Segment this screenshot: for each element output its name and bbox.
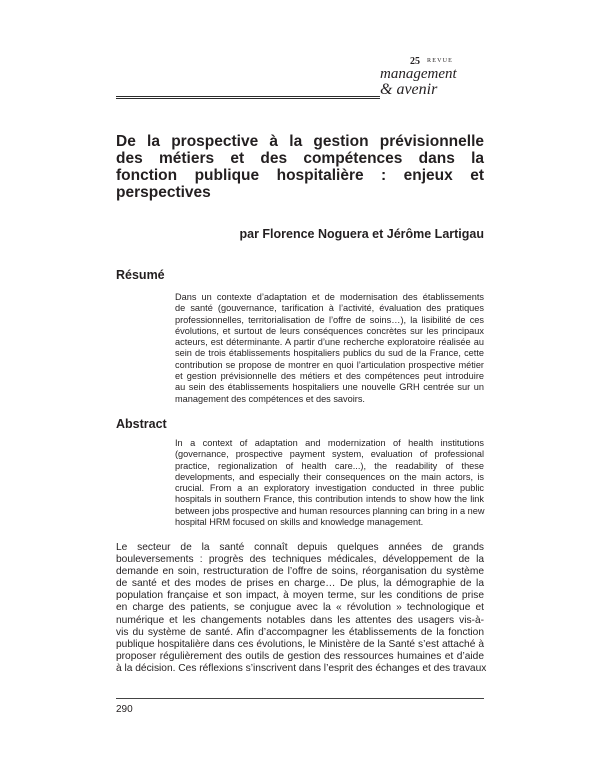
body-line: de santé et des modes de prises en charge… De plus, la démographie de la: [116, 578, 484, 590]
abstract-line: hospital HRM focused on skills and knowledge management.: [175, 517, 424, 528]
body-line: numérique et les changements notables dans les attentes des usagers vis-à-: [116, 614, 484, 626]
resume-line: sein de trois établissements hospitaliers publics du sud de la France, cette: [175, 348, 484, 359]
resume-paragraph: [175, 292, 484, 405]
abstract-line: (governance, prospective payment system, evaluation of professional: [175, 449, 484, 460]
body-line: vis du système de santé. Afin d’accompagner les établissements de la fonction: [116, 626, 484, 638]
revue-label: REVUE: [427, 58, 453, 64]
article-title: [116, 133, 484, 201]
abstract-line: crucial. From a an exploratory investigation conducted in three public: [175, 483, 484, 494]
body-line: demande en soin, restructuration de l’offre de soins, réorganisation du système: [116, 566, 484, 578]
abstract-paragraph: [175, 438, 484, 528]
abstract-line: practice, regionalization of health care...), the readability of these: [175, 460, 484, 471]
body-paragraph: [116, 542, 487, 675]
abstract-line: hospitals in southern France, this contribution intends to show how the link: [175, 494, 484, 505]
resume-line: et gestion prévisionnelle des métiers et des compétences peut introduire: [175, 371, 484, 382]
abstract-heading: Abstract: [116, 417, 167, 431]
resume-heading: Résumé: [116, 268, 165, 282]
article-authors: par Florence Noguera et Jérôme Lartigau: [239, 227, 484, 241]
body-line: à la décision. Ces réflexions s’inscrivent dans l’esprit des échanges et des travaux: [116, 662, 487, 674]
resume-line: au sein des établissements hospitaliers une nouvelle GRH centrée sur un: [175, 382, 484, 393]
title-line: des métiers et des compétences dans la: [116, 150, 484, 167]
resume-line: professionnelles, territorialisation de l’offre de soins…), la lisibilité de ces: [175, 314, 484, 325]
abstract-line: between jobs prospective and human resources planning can bring in a new: [175, 505, 485, 516]
resume-line: contribution se propose de montrer en quoi l’articulation prospective métier: [175, 359, 484, 370]
abstract-line: developments, and especially their consequences on the main actors, is: [175, 471, 484, 482]
title-line: De la prospective à la gestion prévisionnelle: [116, 133, 484, 150]
journal-name-line2: & avenir: [380, 81, 438, 98]
body-line: Le secteur de la santé connaît depuis quelques années de grands: [116, 542, 484, 553]
page-number: 290: [116, 704, 133, 715]
resume-line: acteurs, est déterminante. A partir d’une recherche exploratoire réalisée au: [175, 337, 484, 348]
title-line: perspectives: [116, 184, 211, 201]
body-line: population française et son impact, à moyen terme, sur les conditions de prise: [116, 590, 484, 602]
title-line: fonction publique hospitalière : enjeux et: [116, 167, 484, 184]
footer-rule: [116, 698, 484, 699]
resume-line: évolutions, et surtout de leurs conséquences concrètes sur les principaux: [175, 325, 484, 336]
journal-logo: [380, 56, 488, 100]
body-line: bouleversements : progrès des techniques médicales, développement de la: [116, 554, 484, 566]
body-line: publique hospitalière dans ces évolutions, le Ministère de la Santé s’est attaché à: [116, 638, 484, 650]
issue-number: 25: [410, 56, 420, 67]
journal-name-line1: management: [380, 66, 457, 82]
abstract-line: In a context of adaptation and modernization of health institutions: [175, 438, 484, 448]
body-line: proposer régulièrement des outils de gestion des ressources humaines et d’aide: [116, 650, 484, 662]
body-line: en charge des patients, se conjugue avec la « révolution » technologique et: [116, 602, 484, 614]
resume-line: Dans un contexte d’adaptation et de modernisation des établissements: [175, 292, 484, 302]
resume-line: de santé (gouvernance, tarification à l’activité, évaluation des pratiques: [175, 303, 484, 314]
resume-line: management des compétences et des savoirs.: [175, 393, 365, 404]
